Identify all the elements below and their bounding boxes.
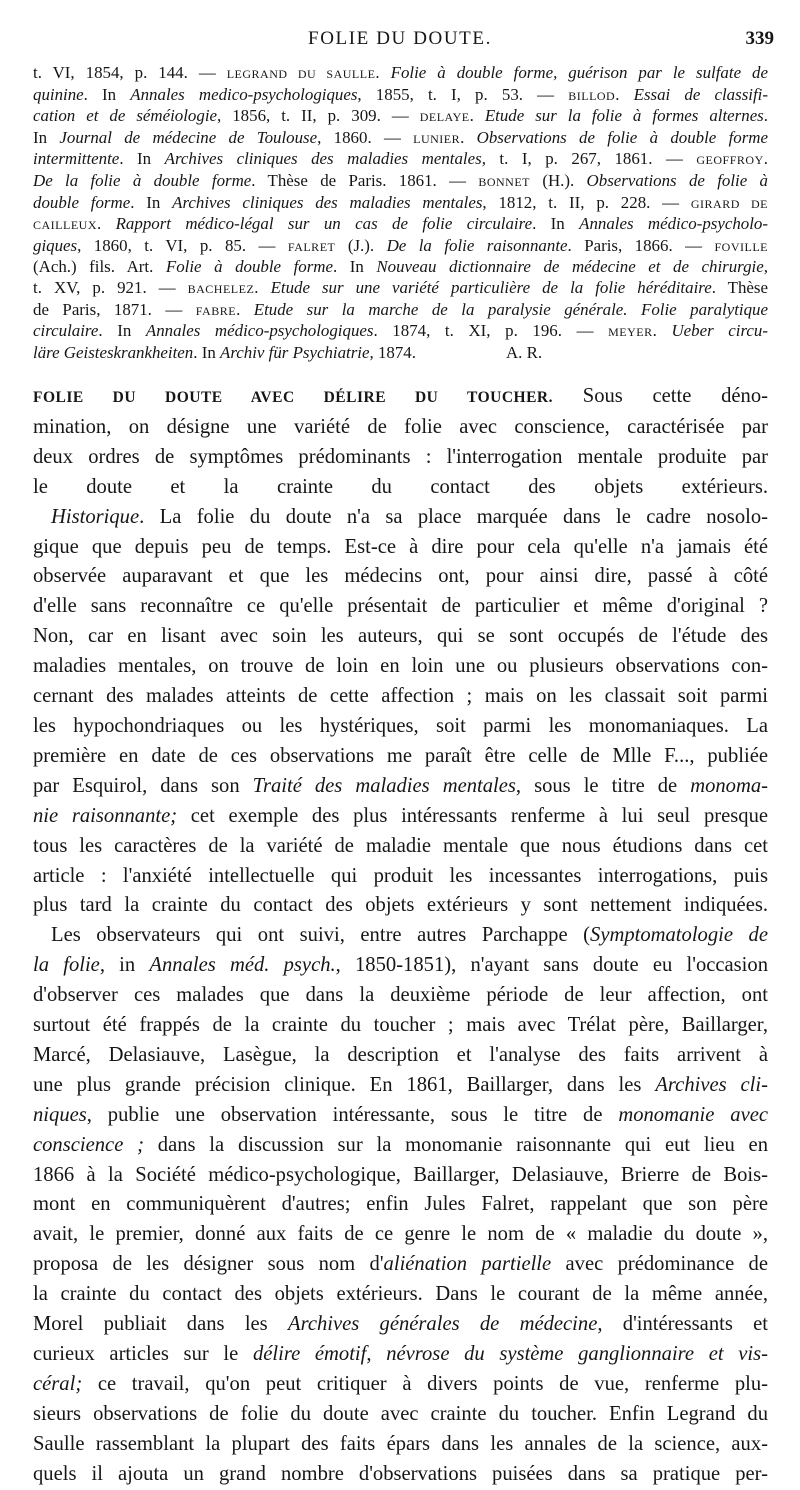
italic-text: Archiv für Psychiatrie bbox=[220, 342, 370, 362]
italic-text: Rapport médico-légal sur un cas de folie circulaire bbox=[115, 214, 533, 234]
body-line bbox=[33, 1101, 768, 1131]
bibliography-line bbox=[33, 171, 768, 193]
body-line bbox=[33, 802, 768, 832]
text-run: . La folie du doute n'a sa place marquée dans le cadre nosolo- bbox=[139, 505, 768, 528]
bibliography-line bbox=[33, 321, 768, 343]
body-line bbox=[33, 1370, 768, 1400]
body-line bbox=[33, 1161, 768, 1191]
text-run: . In bbox=[193, 342, 221, 362]
text-run: quels il ajouta un grand nombre d'observations puisées dans sa pratique per- bbox=[33, 1462, 768, 1485]
bibliography-line bbox=[33, 106, 768, 128]
text-run: . bbox=[254, 277, 271, 297]
text-run: . Paris, 1866. — bbox=[567, 235, 715, 255]
author-name: FOVILLE bbox=[714, 239, 768, 254]
italic-text: conscience ; bbox=[33, 1133, 144, 1156]
text-run: . In bbox=[119, 149, 165, 169]
bibliography-line bbox=[33, 149, 768, 171]
italic-text: De la folie à double forme bbox=[33, 170, 252, 190]
body-line bbox=[33, 503, 768, 533]
text-run: par Esquirol, dans son bbox=[33, 774, 253, 797]
text-run: surtout été frappés de la crainte du toucher ; mais avec Trélat père, Baillarger, bbox=[33, 1014, 768, 1037]
body-line bbox=[33, 921, 768, 951]
bibliography-line bbox=[33, 128, 768, 150]
text-run: (J.). bbox=[335, 235, 387, 255]
text-run: . bbox=[615, 84, 634, 104]
italic-text: Archives cliniques des maladies mentales bbox=[164, 149, 482, 169]
italic-text: Traité des maladies mentales bbox=[252, 774, 516, 797]
author-name: GEOFFROY bbox=[696, 153, 764, 168]
text-run: 1866 à la Société médico-psychologique, Baillarger, Delasiauve, Brierre de Bois- bbox=[33, 1163, 768, 1186]
author-name: FABRE bbox=[195, 303, 237, 318]
text-run: avec prédominance de bbox=[551, 1253, 768, 1276]
running-title: FOLIE DU DOUTE. bbox=[308, 28, 492, 49]
text-run: deux ordres de symptômes prédominants : l'interrogation mentale produite par bbox=[33, 445, 768, 468]
author-name: DELAYE bbox=[419, 110, 470, 125]
bibliography-line bbox=[33, 236, 768, 258]
italic-text: double forme bbox=[33, 192, 131, 212]
text-run: mination, on désigne une variété de folie avec conscience, caractérisée par bbox=[33, 415, 768, 438]
text-run: . In bbox=[98, 321, 146, 341]
text-run: proposa de les désigner sous nom d' bbox=[33, 1253, 384, 1276]
body-line bbox=[33, 652, 768, 682]
body-line bbox=[33, 562, 768, 592]
text-run: tous les caractères de la variété de maladie mentale que nous étudions dans cet bbox=[33, 834, 768, 857]
text-run: . In bbox=[83, 84, 131, 104]
text-run: , 1855, t. I, p. 53. — bbox=[357, 84, 569, 104]
text-run: . bbox=[375, 63, 391, 82]
text-run: Morel publiait dans les bbox=[33, 1313, 288, 1336]
body-line bbox=[33, 682, 768, 712]
bibliography-line bbox=[33, 193, 768, 215]
italic-text: Etude sur la marche de la paralysie générale. Folie paralytique bbox=[253, 299, 768, 319]
body-line bbox=[33, 473, 768, 503]
italic-text: Nouveau dictionnaire de médecine et de chirurgie bbox=[376, 257, 764, 277]
text-run: . In bbox=[532, 214, 580, 234]
text-run: Sous cette déno- bbox=[553, 385, 768, 407]
italic-text: Archives cliniques des maladies mentales bbox=[172, 192, 483, 212]
text-run: , d'intéressants et bbox=[597, 1313, 768, 1336]
italic-text: läre Geisteskrankheiten bbox=[33, 342, 194, 362]
italic-text: Annales médico-psycholo- bbox=[579, 214, 768, 234]
text-run: . 1874, t. XI, p. 196. — bbox=[373, 321, 609, 341]
italic-text: Annales méd. psych. bbox=[149, 954, 336, 977]
text-run: mont en communiquèrent d'autres; enfin Jules Falret, rappelant que son père bbox=[33, 1193, 768, 1216]
italic-text: monoma- bbox=[690, 774, 768, 797]
author-name: FALRET bbox=[287, 239, 336, 254]
bibliography-line bbox=[33, 278, 768, 300]
body-line bbox=[33, 862, 768, 892]
text-run: . In bbox=[130, 192, 173, 212]
text-run: , 1856, t. II, p. 309. — bbox=[217, 106, 420, 126]
text-run: , 1850-1851), n'ayant sans doute eu l'occasion bbox=[335, 954, 768, 977]
body-line bbox=[33, 382, 768, 413]
text-run: sieurs observations de folie du doute avec crainte du toucher. Enfin Legrand du bbox=[33, 1402, 768, 1425]
text-run: t. XV, p. 921. — bbox=[33, 277, 188, 297]
author-name: LUNIER bbox=[413, 131, 461, 146]
body-line bbox=[33, 1430, 768, 1460]
text-run: une plus grande précision clinique. En 1861, Baillarger, dans les bbox=[33, 1073, 656, 1096]
text-run: t. VI, 1854, p. 144. — bbox=[33, 63, 227, 82]
body-line bbox=[33, 443, 768, 473]
text-run: Non, car en lisant avec soin les auteurs, qui se sont occupés de l'étude des bbox=[33, 625, 768, 648]
bibliography-line bbox=[33, 257, 768, 278]
text-run: Saulle rassemblant la plupart des faits épars dans les annales de la science, aux- bbox=[33, 1432, 768, 1455]
text-run: ce travail, qu'on peut critiquer à divers points de vue, renferme plu- bbox=[82, 1372, 768, 1395]
text-run: le doute et la crainte du contact des objets extérieurs. bbox=[33, 475, 768, 498]
italic-text: Annales médico-psychologiques bbox=[145, 321, 374, 341]
body-line bbox=[33, 592, 768, 622]
author-name: CAILLEUX bbox=[33, 218, 97, 233]
author-name: LEGRAND DU SAULLE bbox=[226, 67, 376, 81]
italic-text: quinine bbox=[33, 84, 84, 104]
body-line bbox=[33, 712, 768, 742]
text-run: les hypochondriaques ou les hystériques, soit parmi les monomaniaques. La bbox=[33, 714, 768, 737]
italic-text: Folie à double forme bbox=[165, 257, 333, 277]
text-run: . Thèse bbox=[711, 277, 768, 297]
italic-text: Folie à double forme, guérison par le sulfate de bbox=[390, 63, 768, 82]
text-run: . In bbox=[333, 257, 377, 277]
italic-text: Observations de folie à bbox=[586, 170, 768, 190]
author-name: BONNET bbox=[478, 174, 530, 189]
italic-text: céral; bbox=[33, 1372, 83, 1395]
bibliography-line bbox=[33, 85, 768, 107]
bibliography-line bbox=[33, 300, 768, 322]
body-line bbox=[33, 1041, 768, 1071]
text-run: . bbox=[236, 299, 254, 319]
text-run: , 1874. bbox=[369, 342, 416, 362]
text-run: . bbox=[469, 106, 485, 126]
text-run: . bbox=[652, 321, 672, 341]
italic-text: circulaire bbox=[33, 321, 99, 341]
italic-text: la folie bbox=[33, 954, 100, 977]
body-line bbox=[33, 1280, 768, 1310]
bibliography-line bbox=[33, 214, 768, 236]
body-line bbox=[33, 1250, 768, 1280]
bibliography-block bbox=[33, 63, 768, 363]
body-line bbox=[33, 622, 768, 652]
text-run: d'elle sans reconnaître ce qu'elle présentait de particulier et même d'original ? bbox=[33, 595, 768, 618]
text-run: (Ach.) fils. Art. bbox=[33, 257, 166, 277]
text-run: dans la discussion sur la monomanie raisonnante qui eut lieu en bbox=[143, 1133, 768, 1156]
text-run: la crainte du contact des objets extérieurs. Dans le courant de la même année, bbox=[33, 1283, 768, 1306]
text-run: . bbox=[763, 149, 768, 169]
bibliography-line bbox=[33, 343, 768, 364]
text-run: de Paris, 1871. — bbox=[33, 299, 196, 319]
text-run: . bbox=[460, 127, 477, 147]
text-run: observée auparavant et que les médecins ont, pour ainsi dire, passé à côté bbox=[33, 565, 768, 588]
text-run: maladies mentales, on trouve de loin en loin une ou plusieurs observations con- bbox=[33, 655, 768, 678]
text-run: cernant des malades atteints de cette affection ; mais on les classait soit parmi bbox=[33, 685, 768, 708]
text-run: . bbox=[763, 106, 768, 126]
text-run: plus tard la crainte du contact des objets extérieurs y sont nettement indiquées. bbox=[33, 894, 768, 917]
italic-text: Symptomatologie de bbox=[590, 924, 768, 947]
body-line bbox=[33, 981, 768, 1011]
italic-text: monomanie avec bbox=[618, 1103, 768, 1126]
text-run: gique que depuis peu de temps. Est-ce à dire pour cela qu'elle n'a jamais été bbox=[33, 535, 768, 558]
text-run: article : l'anxiété intellectuelle qui produit les incessantes interrogations, puis bbox=[33, 864, 768, 887]
text-run: , t. I, p. 267, 1861. — bbox=[481, 149, 697, 169]
body-line bbox=[33, 1460, 768, 1490]
italic-text: Annales medico-psychologiques bbox=[130, 84, 358, 104]
body-line bbox=[33, 832, 768, 862]
text-run: , bbox=[366, 1343, 387, 1365]
article-body bbox=[33, 382, 768, 1490]
italic-text: Historique bbox=[51, 505, 140, 528]
italic-text: Etude sur la folie à formes alternes bbox=[484, 106, 764, 126]
text-run: , publie une observation intéressante, sous le titre de bbox=[86, 1103, 619, 1126]
text-run: In bbox=[33, 127, 60, 147]
author-name: BACHELEZ bbox=[187, 281, 255, 296]
author-name: BILLOD bbox=[568, 88, 616, 103]
body-line bbox=[33, 891, 768, 921]
body-line bbox=[33, 413, 768, 443]
text-run: (H.). bbox=[530, 170, 587, 190]
italic-text: Archives générales de médecine bbox=[287, 1313, 598, 1336]
italic-text: nie raisonnante; bbox=[33, 804, 178, 827]
body-line bbox=[33, 1131, 768, 1161]
italic-text: névrose du système ganglionnaire et vis- bbox=[386, 1343, 768, 1365]
italic-text: intermittente bbox=[33, 149, 120, 169]
text-run: , 1860, t. VI, p. 85. — bbox=[77, 235, 288, 255]
text-run: première en date de ces observations me paraît être celle de Mlle F..., publiée bbox=[33, 744, 768, 767]
page-number: 339 bbox=[745, 28, 774, 49]
text-run: , 1860. — bbox=[317, 127, 414, 147]
body-line bbox=[33, 772, 768, 802]
body-line bbox=[33, 1310, 768, 1340]
italic-text: cation et de séméiologie bbox=[33, 106, 218, 126]
body-line bbox=[33, 1340, 768, 1370]
italic-text: giques bbox=[33, 235, 78, 255]
italic-text: Ueber circu- bbox=[671, 321, 768, 341]
author-name: MEYER bbox=[608, 325, 653, 340]
body-line bbox=[33, 1190, 768, 1220]
bibliography-line bbox=[33, 63, 768, 85]
text-run: curieux articles sur le bbox=[33, 1343, 253, 1365]
text-run: , sous le titre de bbox=[515, 774, 691, 797]
body-line bbox=[33, 1400, 768, 1430]
italic-text: délire émotif bbox=[252, 1343, 367, 1365]
text-run: . bbox=[97, 214, 116, 234]
text-run: , in bbox=[99, 954, 150, 977]
text-run: Les observateurs qui ont suivi, entre autres Parchappe ( bbox=[51, 924, 591, 947]
author-name: GIRARD DE bbox=[690, 196, 768, 211]
body-line bbox=[33, 742, 768, 772]
body-line bbox=[33, 533, 768, 563]
italic-text: Archives cli- bbox=[655, 1073, 768, 1096]
italic-text: Journal de médecine de Toulouse bbox=[59, 127, 318, 147]
text-run: d'observer ces malades que dans la deuxième période de leur affection, ont bbox=[33, 984, 768, 1007]
article-title: FOLIE DU DOUTE AVEC DÉLIRE DU TOUCHER. bbox=[33, 389, 554, 406]
body-line bbox=[33, 951, 768, 981]
text-run: cet exemple des plus intéressants renferme à lui seul presque bbox=[177, 804, 769, 827]
italic-text: De la folie raisonnante bbox=[386, 235, 568, 255]
italic-text: Observations de folie à double forme bbox=[476, 127, 768, 147]
italic-text: niques bbox=[33, 1103, 87, 1126]
text-run: . Thèse de Paris. 1861. — bbox=[251, 170, 479, 190]
text-run: A. R. bbox=[505, 342, 543, 362]
text-run: , bbox=[763, 257, 768, 277]
body-line bbox=[33, 1220, 768, 1250]
text-run: Marcé, Delasiauve, Lasègue, la description et l'analyse des faits arrivent à bbox=[33, 1043, 768, 1066]
body-line bbox=[33, 1011, 768, 1041]
body-line bbox=[33, 1071, 768, 1101]
text-run: , 1812, t. II, p. 228. — bbox=[482, 192, 691, 212]
italic-text: Essai de classifi- bbox=[633, 84, 768, 104]
italic-text: Etude sur une variété particulière de la folie héréditaire bbox=[270, 277, 712, 297]
italic-text: aliénation partielle bbox=[383, 1253, 552, 1276]
text-run: avait, le premier, donné aux faits de ce genre le nom de « maladie du doute », bbox=[33, 1223, 768, 1246]
